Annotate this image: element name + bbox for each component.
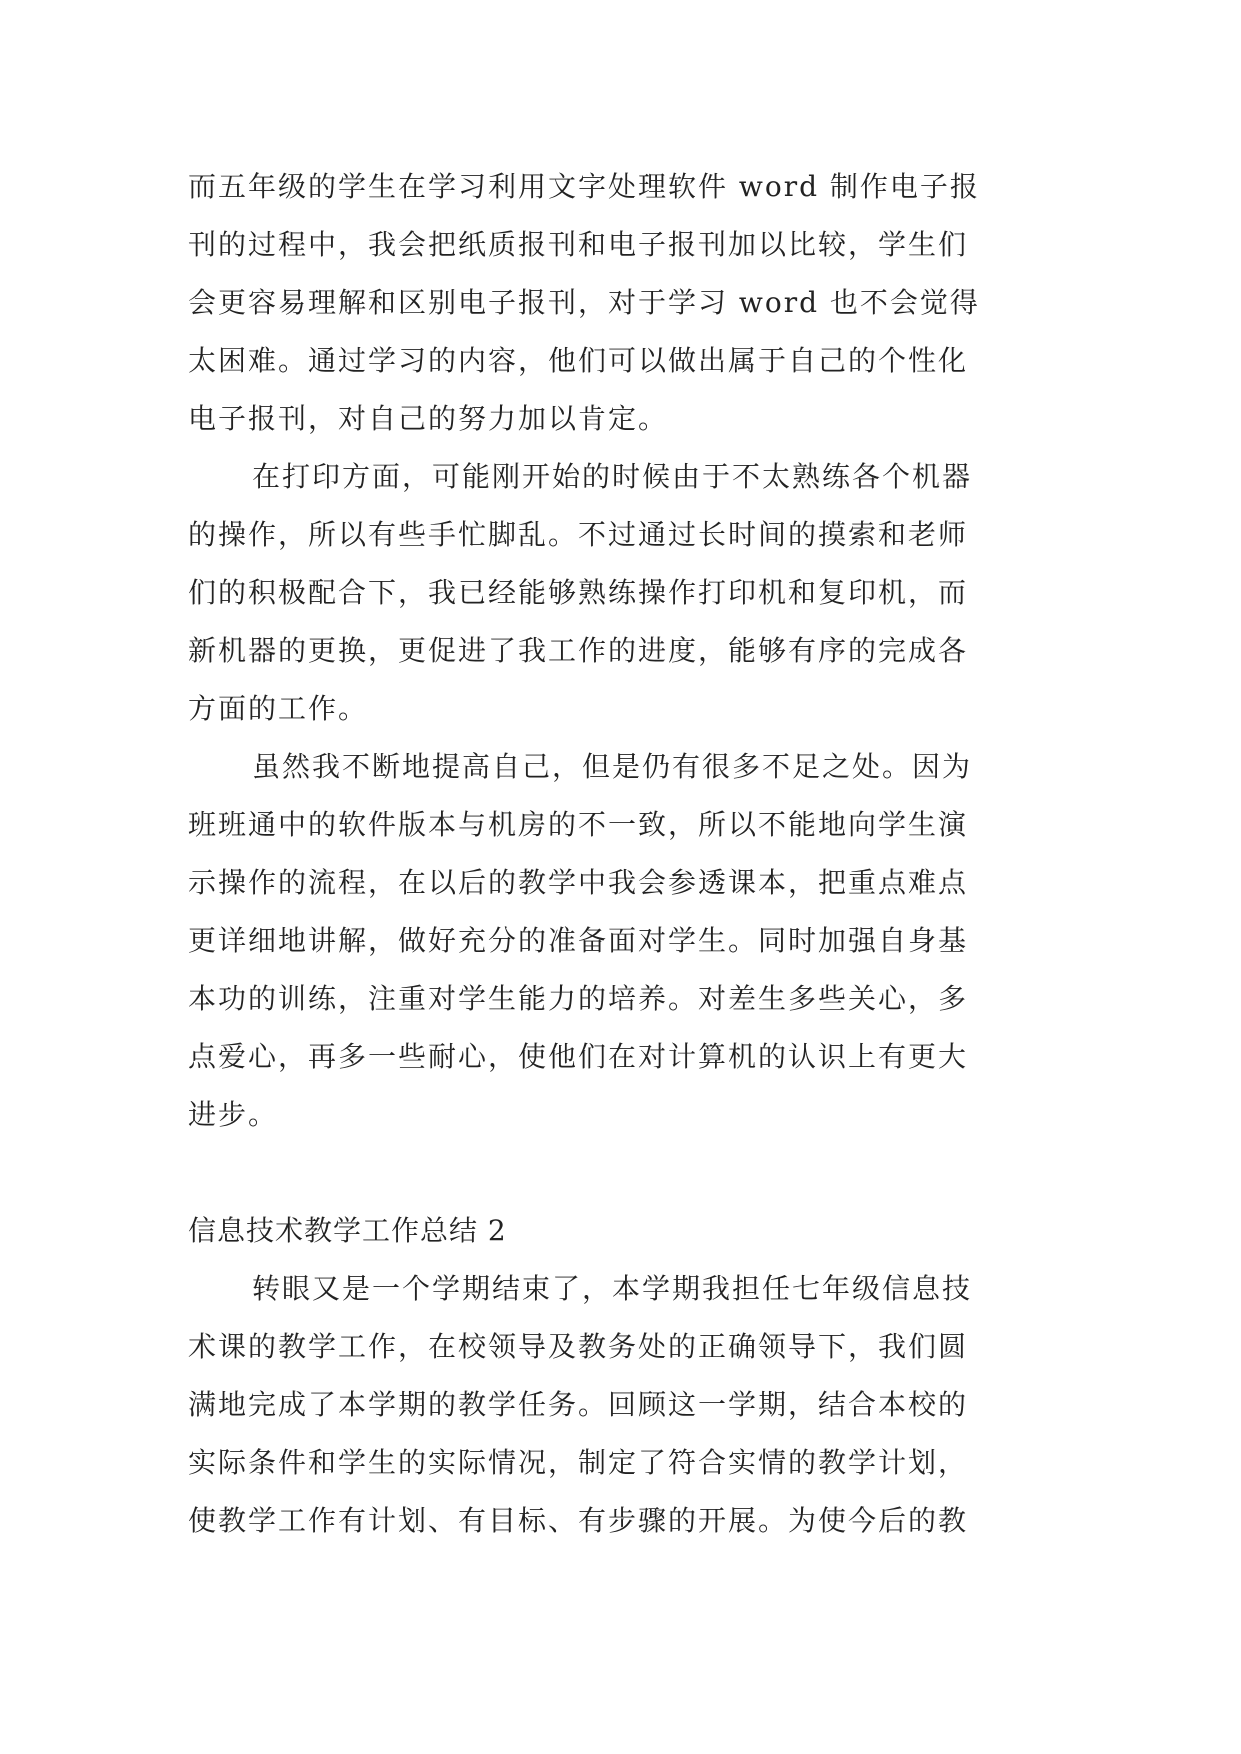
text-line: 太困难。通过学习的内容，他们可以做出属于自己的个性化 [188, 344, 969, 377]
text-line: 实际条件和学生的实际情况，制定了符合实情的教学计划， [188, 1446, 969, 1479]
text-line: 的操作，所以有些手忙脚乱。不过通过长时间的摸索和老师 [188, 518, 969, 551]
text-line: 点爱心，再多一些耐心，使他们在对计算机的认识上有更大 [188, 1040, 969, 1073]
text-line: 满地完成了本学期的教学任务。回顾这一学期，结合本校的 [188, 1388, 969, 1421]
text-line: 更详细地讲解，做好充分的准备面对学生。同时加强自身基 [188, 924, 969, 957]
text-line: 新机器的更换，更促进了我工作的进度，能够有序的完成各 [188, 634, 969, 667]
text-line: 会更容易理解和区别电子报刊，对于学习 word 也不会觉得 [188, 286, 980, 319]
text-line: 刊的过程中，我会把纸质报刊和电子报刊加以比较，学生们 [188, 228, 969, 261]
text-line: 在打印方面，可能刚开始的时候由于不太熟练各个机器 [252, 460, 973, 493]
text-line: 转眼又是一个学期结束了，本学期我担任七年级信息技 [252, 1272, 973, 1305]
text-line: 示操作的流程，在以后的教学中我会参透课本，把重点难点 [188, 866, 969, 899]
text-line: 电子报刊，对自己的努力加以肯定。 [188, 402, 669, 435]
text-line: 们的积极配合下，我已经能够熟练操作打印机和复印机，而 [188, 576, 969, 609]
section-heading: 信息技术教学工作总结 2 [188, 1214, 507, 1247]
document-body [188, 158, 1068, 1550]
paragraph [188, 738, 1068, 1144]
paragraph [188, 1260, 1068, 1550]
text-line: 术课的教学工作，在校领导及教务处的正确领导下，我们圆 [188, 1330, 969, 1363]
text-line: 进步。 [188, 1098, 279, 1131]
paragraph [188, 448, 1068, 738]
text-line: 虽然我不断地提高自己，但是仍有很多不足之处。因为 [252, 750, 973, 783]
text-line: 本功的训练，注重对学生能力的培养。对差生多些关心，多 [188, 982, 969, 1015]
text-line: 而五年级的学生在学习利用文字处理软件 word 制作电子报 [188, 170, 980, 203]
paragraph [188, 158, 1068, 448]
text-line: 班班通中的软件版本与机房的不一致，所以不能地向学生演 [188, 808, 969, 841]
text-line: 方面的工作。 [188, 692, 369, 725]
blank-line [188, 1144, 1068, 1202]
text-line: 使教学工作有计划、有目标、有步骤的开展。为使今后的教 [188, 1504, 969, 1537]
